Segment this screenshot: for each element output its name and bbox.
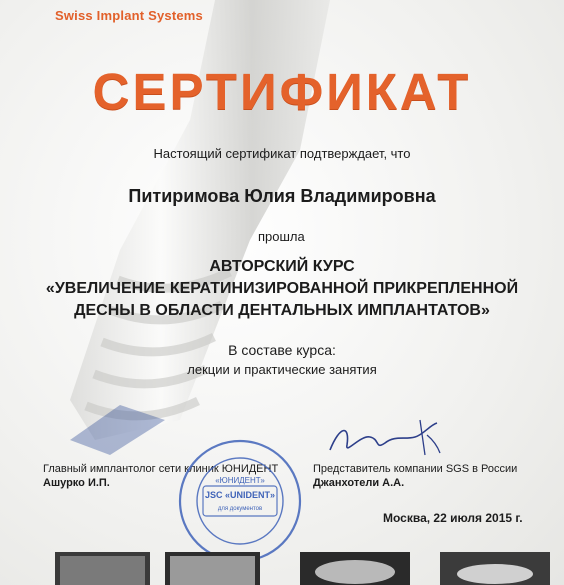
composition-value: лекции и практические занятия: [187, 362, 377, 377]
svg-text:для документов: для документов: [217, 506, 263, 512]
brand-logo-text: Swiss Implant Systems: [55, 8, 203, 23]
bottom-photo-strip: [0, 548, 564, 585]
confirm-text: Настоящий сертификат подтверждает, что: [153, 146, 411, 161]
svg-text:«ЮНИДЕНТ»: «ЮНИДЕНТ»: [215, 476, 265, 485]
course-heading: АВТОРСКИЙ КУРС: [209, 258, 355, 275]
passed-text: прошла: [258, 229, 305, 244]
course-title-line-2: ДЕСНЫ В ОБЛАСТИ ДЕНТАЛЬНЫХ ИМПЛАНТАТОВ»: [74, 302, 490, 319]
signature-mark: [325, 415, 445, 460]
signatory-right-role: Представитель компании SGS в России: [313, 463, 518, 475]
composition-label: В составе курса:: [228, 342, 336, 358]
signatory-left-role: Главный имплантолог сети клиник ЮНИДЕНТ: [43, 463, 279, 475]
course-title-line-1: «УВЕЛИЧЕНИЕ КЕРАТИНИЗИРОВАННОЙ ПРИКРЕПЛЕННОЙ: [45, 280, 519, 297]
signatory-left-name: Ашурко И.П.: [43, 477, 110, 489]
certificate-title: СЕРТИФИКАТ: [92, 63, 472, 120]
issue-date: Москва, 22 июля 2015 г.: [383, 511, 523, 525]
signatory-right-name: Джанхотели А.А.: [313, 477, 405, 489]
company-stamp: [175, 436, 305, 566]
recipient-name: Питиримова Юлия Владимировна: [128, 186, 436, 206]
svg-text:JSC «UNIDENT»: JSC «UNIDENT»: [204, 490, 276, 500]
signatory-right: [313, 462, 517, 490]
